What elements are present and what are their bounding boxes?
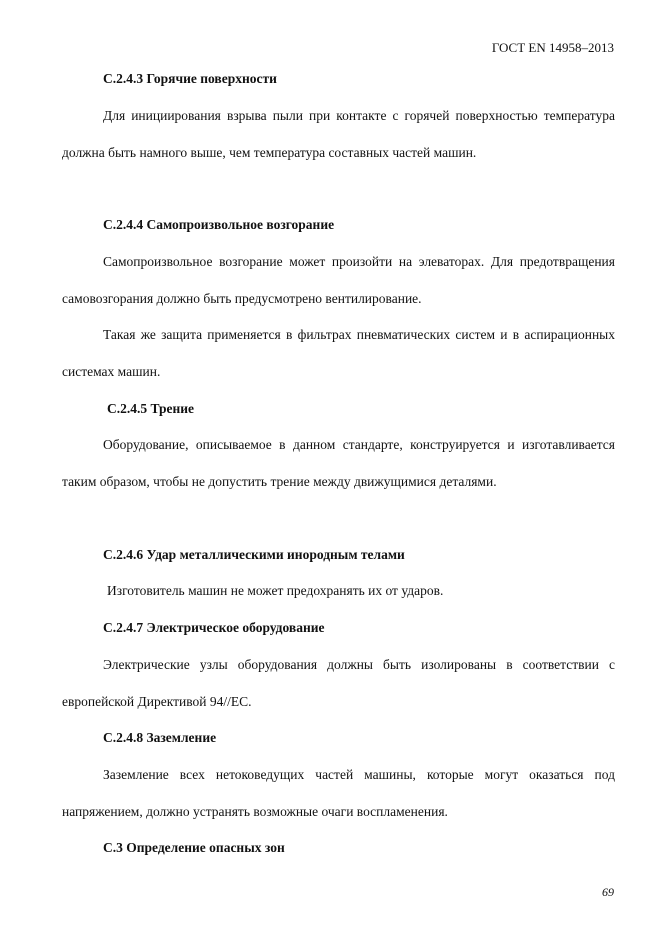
section-heading-2-4-8: С.2.4.8 Заземление [103, 730, 217, 745]
section-heading-2-4-6: С.2.4.6 Удар металлическими инородным телами [103, 547, 405, 562]
section-heading-3: С.3 Определение опасных зон [103, 840, 285, 855]
section-heading-2-4-4: С.2.4.4 Самопроизвольное возгорание [103, 217, 335, 232]
page-number: 69 [602, 885, 614, 899]
section-paragraph: Такая же защита применяется в фильтрах пневматических систем и в аспирационных системах машин. [62, 327, 615, 379]
section-heading-2-4-5: С.2.4.5 Трение [107, 401, 195, 416]
section-paragraph: Оборудование, описываемое в данном стандарте, конструируется и изготавливается таким образом, чтобы не допустить трение между движущимися деталями. [62, 437, 615, 489]
section-paragraph: Для инициирования взрыва пыли при контакте с горячей поверхностью температура должна быть намного выше, чем температура составных частей машин. [62, 108, 615, 160]
section-paragraph: Заземление всех нетоковедущих частей машины, которые могут оказаться под напряжением, должно устранять возможные очаги воспламенения. [62, 767, 615, 819]
section-heading-2-4-7: С.2.4.7 Электрическое оборудование [103, 620, 325, 635]
section-paragraph: Электрические узлы оборудования должны быть изолированы в соответствии с европейской Директивой 94//ЕС. [62, 657, 615, 709]
section-paragraph: Самопроизвольное возгорание может произойти на элеваторах. Для предотвращения самовозгорания должно быть предусмотрено вентилирование. [62, 254, 615, 306]
section-heading-2-4-3: С.2.4.3 Горячие поверхности [103, 71, 277, 86]
section-paragraph: Изготовитель машин не может предохранять их от ударов. [107, 583, 444, 598]
standard-code: ГОСТ EN 14958–2013 [491, 40, 614, 55]
